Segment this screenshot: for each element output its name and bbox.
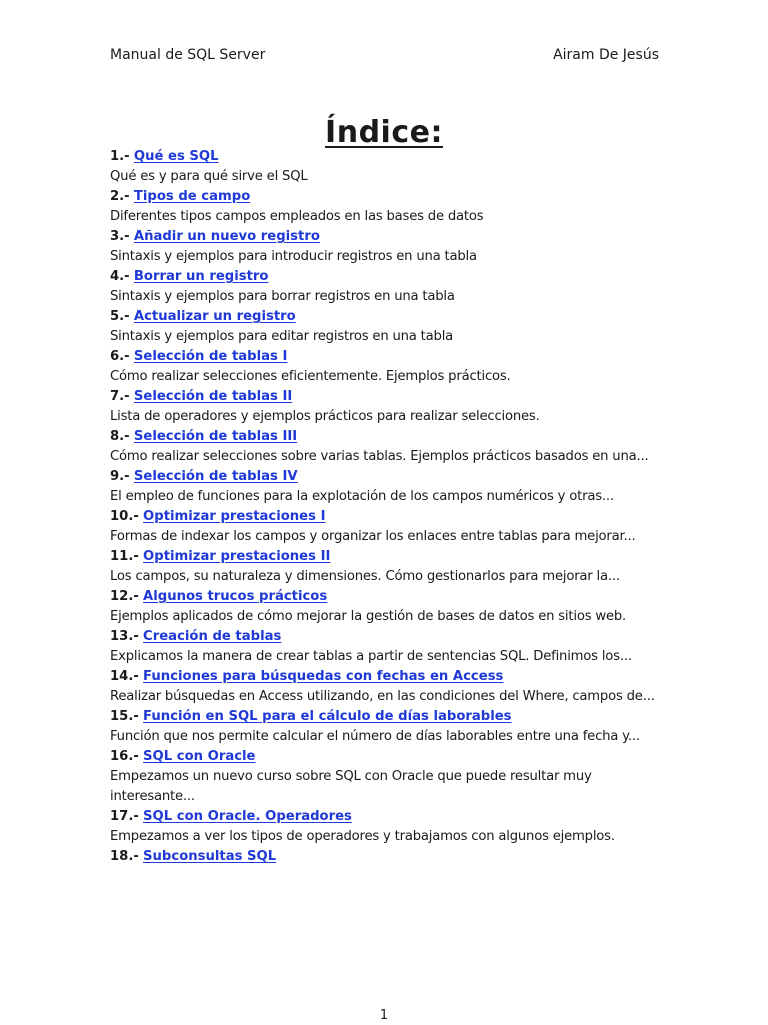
toc-entry: [110, 467, 659, 507]
toc-entry-heading: [110, 627, 659, 647]
toc-entry-description: Explicamos la manera de crear tablas a partir de sentencias SQL. Definimos los...: [110, 649, 632, 664]
toc-entry: [110, 147, 659, 187]
toc-entry-heading: [110, 587, 659, 607]
toc-entry: [110, 347, 659, 387]
page-header: [110, 45, 659, 65]
toc-entry: [110, 507, 659, 547]
toc-entry-link[interactable]: Añadir un nuevo registro: [133, 229, 320, 244]
toc-entry-description: Qué es y para qué sirve el SQL: [110, 169, 308, 184]
toc-entry: [110, 747, 659, 807]
toc-entry-number: 2.-: [110, 189, 130, 204]
toc-entry: [110, 267, 659, 307]
toc-entry-link[interactable]: Selección de tablas I: [133, 349, 288, 364]
toc-entry-heading: [110, 547, 659, 567]
index-heading: Índice:: [325, 115, 443, 151]
toc-entry-number: 1.-: [110, 149, 130, 164]
toc-entry-heading: [110, 707, 659, 727]
toc-entry-number: 4.-: [110, 269, 130, 284]
toc-entry-link[interactable]: Selección de tablas II: [133, 389, 293, 404]
toc-entry-description: Cómo realizar selecciones sobre varias tablas. Ejemplos prácticos basados en una...: [110, 449, 649, 464]
toc-entry-heading: [110, 187, 659, 207]
toc-entry: [110, 627, 659, 667]
toc-entry-heading: [110, 227, 659, 247]
toc-entry-description: Realizar búsquedas en Access utilizando, en las condiciones del Where, campos de...: [110, 689, 655, 704]
toc-entry-description: Diferentes tipos campos empleados en las bases de datos: [110, 209, 484, 224]
toc-entry: [110, 187, 659, 227]
toc-entry-link[interactable]: Optimizar prestaciones II: [143, 549, 331, 564]
toc-entry: [110, 807, 659, 847]
toc-entry-link[interactable]: Selección de tablas IV: [133, 469, 298, 484]
toc-entry-heading: [110, 147, 659, 167]
toc-entry-number: 10.-: [110, 509, 139, 524]
toc-entry: [110, 847, 659, 867]
toc-entry: [110, 707, 659, 747]
toc-entry-link[interactable]: Subconsultas SQL: [143, 849, 277, 864]
toc-entry-link[interactable]: Algunos trucos prácticos: [143, 589, 328, 604]
toc-entry-description: Empezamos a ver los tipos de operadores y trabajamos con algunos ejemplos.: [110, 829, 615, 844]
toc-entry-heading: [110, 807, 659, 827]
toc-entry-heading: [110, 347, 659, 367]
toc-entry-heading: [110, 387, 659, 407]
toc-entry-number: 12.-: [110, 589, 139, 604]
toc-entry-heading: [110, 847, 659, 867]
toc-entry: [110, 307, 659, 347]
toc-entry-number: 3.-: [110, 229, 130, 244]
toc-entry: [110, 227, 659, 267]
toc-entry-description: Ejemplos aplicados de cómo mejorar la gestión de bases de datos en sitios web.: [110, 609, 627, 624]
toc-entry-description: Cómo realizar selecciones eficientemente. Ejemplos prácticos.: [110, 369, 511, 384]
toc-entry-link[interactable]: Actualizar un registro: [133, 309, 296, 324]
toc-entry-number: 17.-: [110, 809, 139, 824]
toc-entry-heading: [110, 747, 659, 767]
toc-entry: [110, 667, 659, 707]
toc-entry-number: 18.-: [110, 849, 139, 864]
toc-entry: [110, 547, 659, 587]
toc-entry-heading: [110, 467, 659, 487]
author-name: Airam De Jesús: [553, 47, 659, 63]
page-number: 1: [379, 1008, 389, 1023]
toc-entry-description: El empleo de funciones para la explotación de los campos numéricos y otras...: [110, 489, 614, 504]
toc-entry-number: 5.-: [110, 309, 130, 324]
toc-entry-description: Los campos, su naturaleza y dimensiones. Cómo gestionarlos para mejorar la...: [110, 569, 620, 584]
toc-entry-heading: [110, 267, 659, 287]
toc-entry-number: 14.-: [110, 669, 139, 684]
toc-entry-link[interactable]: Función en SQL para el cálculo de días laborables: [143, 709, 512, 724]
toc-entry: [110, 587, 659, 627]
toc-entry-description: Función que nos permite calcular el número de días laborables entre una fecha y...: [110, 729, 640, 744]
document-title: Manual de SQL Server: [110, 47, 266, 63]
toc-entry-link[interactable]: Creación de tablas: [143, 629, 282, 644]
toc-entry-number: 11.-: [110, 549, 139, 564]
toc-entry-number: 7.-: [110, 389, 130, 404]
toc-entry-description: Lista de operadores y ejemplos prácticos para realizar selecciones.: [110, 409, 540, 424]
toc-entry-link[interactable]: Selección de tablas III: [133, 429, 298, 444]
toc-entry-link[interactable]: SQL con Oracle. Operadores: [143, 809, 352, 824]
toc-entry-link[interactable]: Qué es SQL: [133, 149, 219, 164]
toc-entry-number: 13.-: [110, 629, 139, 644]
toc-entry-description: Sintaxis y ejemplos para editar registros en una tabla: [110, 329, 454, 344]
toc-entry-heading: [110, 307, 659, 327]
toc-entry-description: Empezamos un nuevo curso sobre SQL con Oracle que puede resultar muy interesante...: [110, 769, 592, 804]
toc-entry: [110, 427, 659, 467]
toc-entry-description: Sintaxis y ejemplos para borrar registros en una tabla: [110, 289, 455, 304]
table-of-contents: [110, 147, 659, 867]
toc-entry-number: 9.-: [110, 469, 130, 484]
toc-entry-link[interactable]: SQL con Oracle: [143, 749, 256, 764]
toc-entry-link[interactable]: Funciones para búsquedas con fechas en Access: [143, 669, 504, 684]
toc-entry-number: 8.-: [110, 429, 130, 444]
toc-entry-number: 15.-: [110, 709, 139, 724]
toc-entry-heading: [110, 507, 659, 527]
toc-entry-number: 6.-: [110, 349, 130, 364]
toc-entry: [110, 387, 659, 427]
toc-entry-description: Sintaxis y ejemplos para introducir registros en una tabla: [110, 249, 477, 264]
toc-entry-link[interactable]: Tipos de campo: [133, 189, 251, 204]
toc-entry-link[interactable]: Borrar un registro: [133, 269, 269, 284]
toc-entry-link[interactable]: Optimizar prestaciones I: [143, 509, 326, 524]
toc-entry-heading: [110, 427, 659, 447]
toc-entry-heading: [110, 667, 659, 687]
toc-entry-number: 16.-: [110, 749, 139, 764]
toc-entry-description: Formas de indexar los campos y organizar los enlaces entre tablas para mejorar...: [110, 529, 636, 544]
